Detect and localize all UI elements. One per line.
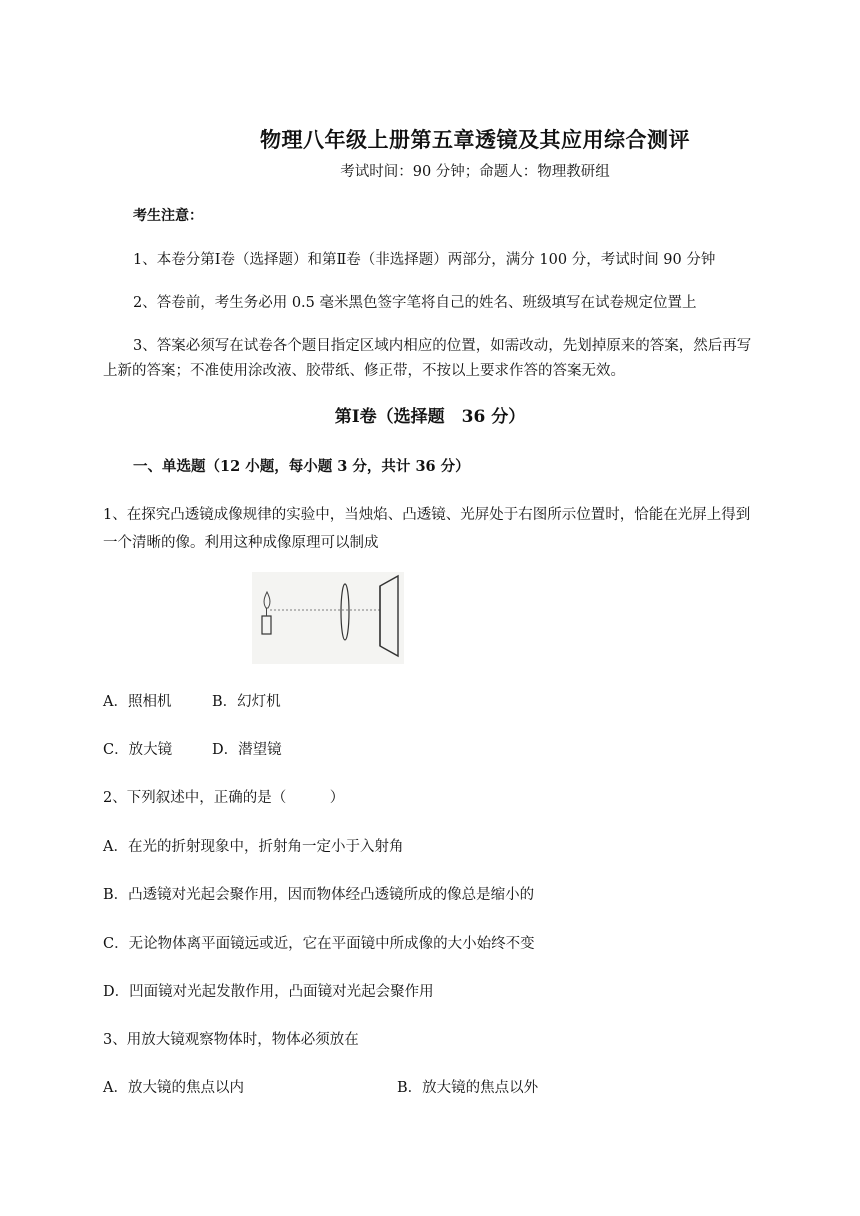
question-1-stem-cont: 一个清晰的像。利用这种成像原理可以制成 bbox=[103, 535, 379, 551]
question-3-option-a: A．放大镜的焦点以内 bbox=[103, 1080, 244, 1096]
question-2-stem: 2、下列叙述中，正确的是（ ） bbox=[103, 790, 345, 806]
question-2-option-b: B．凸透镜对光起会聚作用，因而物体经凸透镜所成的像总是缩小的 bbox=[103, 887, 535, 903]
question-1-stem: 1、在探究凸透镜成像规律的实验中，当烛焰、凸透镜、光屏处于右图所示位置时，恰能在光屏上得到 bbox=[103, 507, 751, 523]
question-1-option-c: C．放大镜 bbox=[103, 742, 173, 758]
question-1-option-a: A．照相机 bbox=[103, 694, 172, 710]
notice-item-3-cont: 上新的答案；不准使用涂改液、胶带纸、修正带，不按以上要求作答的答案无效。 bbox=[103, 363, 625, 379]
notice-item-1: 1、本卷分第Ⅰ卷（选择题）和第Ⅱ卷（非选择题）两部分，满分 100 分，考试时间 90 分钟 bbox=[133, 252, 716, 268]
question-2-option-a: A．在光的折射现象中，折射角一定小于入射角 bbox=[103, 839, 404, 855]
section-title: 第Ⅰ卷（选择题 36 分） bbox=[334, 407, 526, 427]
page-title: 物理八年级上册第五章透镜及其应用综合测评 bbox=[260, 127, 690, 152]
question-2-option-d: D．凹面镜对光起发散作用，凸面镜对光起会聚作用 bbox=[103, 984, 434, 1000]
notice-heading: 考生注意： bbox=[133, 208, 203, 224]
question-1-option-d: D．潜望镜 bbox=[212, 742, 282, 758]
question-3-option-b: B．放大镜的焦点以外 bbox=[397, 1080, 539, 1096]
question-1-option-b: B．幻灯机 bbox=[212, 694, 281, 710]
question-2-option-c: C．无论物体离平面镜远或近，它在平面镜中所成像的大小始终不变 bbox=[103, 936, 535, 952]
question-3-stem: 3、用放大镜观察物体时，物体必须放在 bbox=[103, 1032, 359, 1048]
question-type-heading: 一、单选题（12 小题，每小题 3 分，共计 36 分） bbox=[133, 458, 470, 475]
notice-item-2: 2、答卷前，考生务必用 0.5 毫米黑色签字笔将自己的姓名、班级填写在试卷规定位置上 bbox=[133, 295, 697, 311]
lens-experiment-figure bbox=[252, 572, 404, 664]
exam-info: 考试时间：90 分钟；命题人：物理教研组 bbox=[340, 164, 610, 180]
notice-item-3: 3、答案必须写在试卷各个题目指定区域内相应的位置，如需改动，先划掉原来的答案，然后再写 bbox=[133, 338, 752, 354]
